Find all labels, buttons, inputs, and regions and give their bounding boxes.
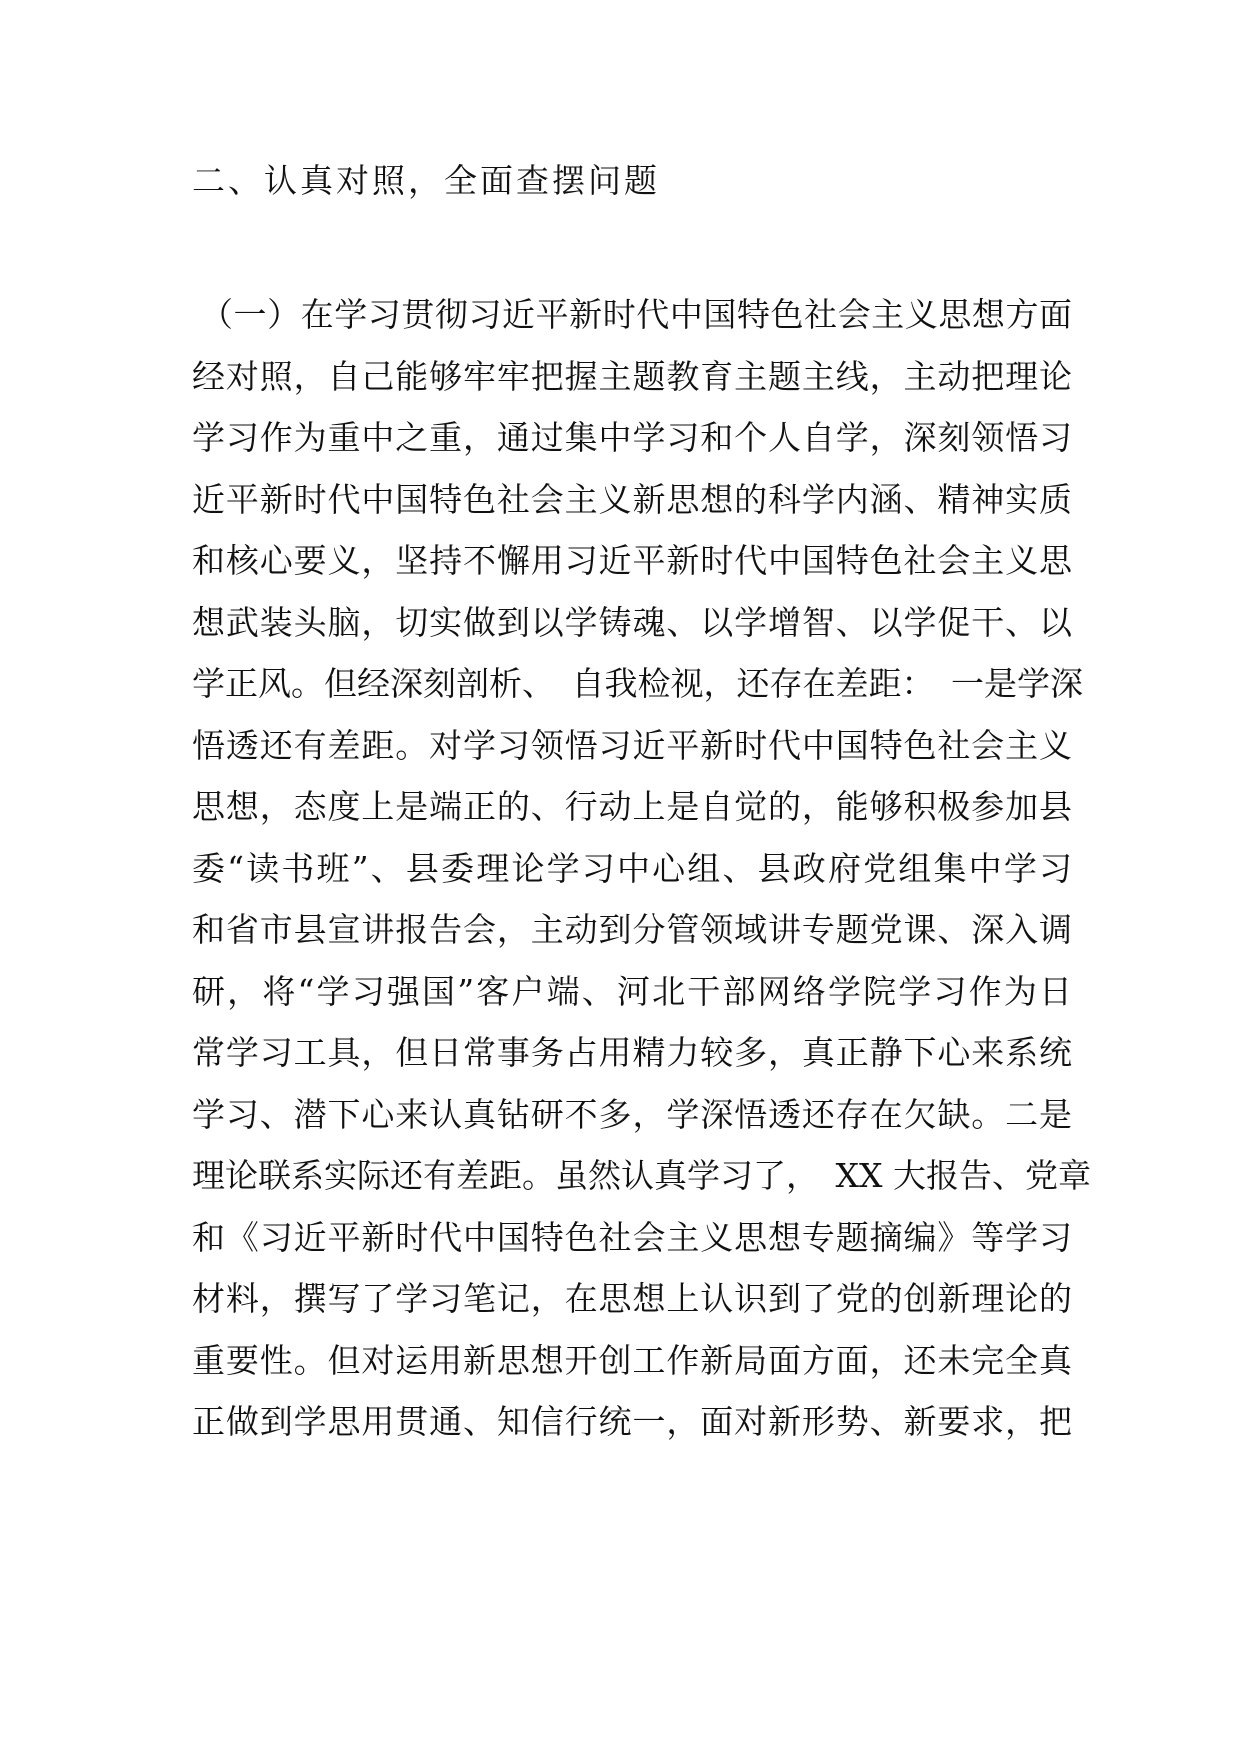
section-heading: 二、认真对照，全面查摆问题	[192, 161, 660, 200]
paragraph-line: 委“读书班”、县委理论学习中心组、县政府党组集中学习	[192, 848, 1072, 888]
paragraph-line: 重要性。但对运用新思想开创工作新局面方面，还未完全真	[192, 1340, 1072, 1380]
paragraph-line: 材料，撰写了学习笔记，在思想上认识到了党的创新理论的	[192, 1279, 1072, 1318]
paragraph	[192, 284, 1091, 1453]
paragraph-line: 和省市县宣讲报告会，主动到分管领域讲专题党课、深入调	[192, 910, 1072, 949]
paragraph-line: 学正风。但经深刻剖析、 自我检视，还存在差距： 一是学深	[192, 664, 1083, 703]
paragraph-line: 和《习近平新时代中国特色社会主义思想专题摘编》等学习	[192, 1217, 1072, 1257]
paragraph-line: 理论联系实际还有差距。虽然认真学习了， XX 大报告、党章	[192, 1156, 1091, 1195]
paragraph-line: （一）在学习贯彻习近平新时代中国特色社会主义思想方面	[200, 295, 1072, 334]
paragraph-line: 经对照，自己能够牢牢把握主题教育主题主线，主动把理论	[192, 356, 1072, 396]
paragraph-line: 正做到学思用贯通、知信行统一，面对新形势、新要求，把	[192, 1402, 1072, 1441]
paragraph-line: 研，将“学习强国”客户端、河北干部网络学院学习作为日	[192, 971, 1072, 1011]
paragraph-line: 悟透还有差距。对学习领悟习近平新时代中国特色社会主义	[192, 725, 1072, 765]
paragraph-line: 常学习工具，但日常事务占用精力较多，真正静下心来系统	[192, 1033, 1072, 1072]
paragraph-line: 学习、潜下心来认真钻研不多，学深悟透还存在欠缺。二是	[192, 1094, 1072, 1134]
paragraph-line: 学习作为重中之重，通过集中学习和个人自学，深刻领悟习	[192, 418, 1072, 457]
paragraph-line: 和核心要义，坚持不懈用习近平新时代中国特色社会主义思	[192, 541, 1072, 580]
paragraph-line: 近平新时代中国特色社会主义新思想的科学内涵、精神实质	[192, 479, 1072, 519]
paragraph-line: 想武装头脑，切实做到以学铸魂、以学增智、以学促干、以	[192, 602, 1072, 642]
paragraph-line: 思想，态度上是端正的、行动上是自觉的，能够积极参加县	[192, 787, 1072, 826]
